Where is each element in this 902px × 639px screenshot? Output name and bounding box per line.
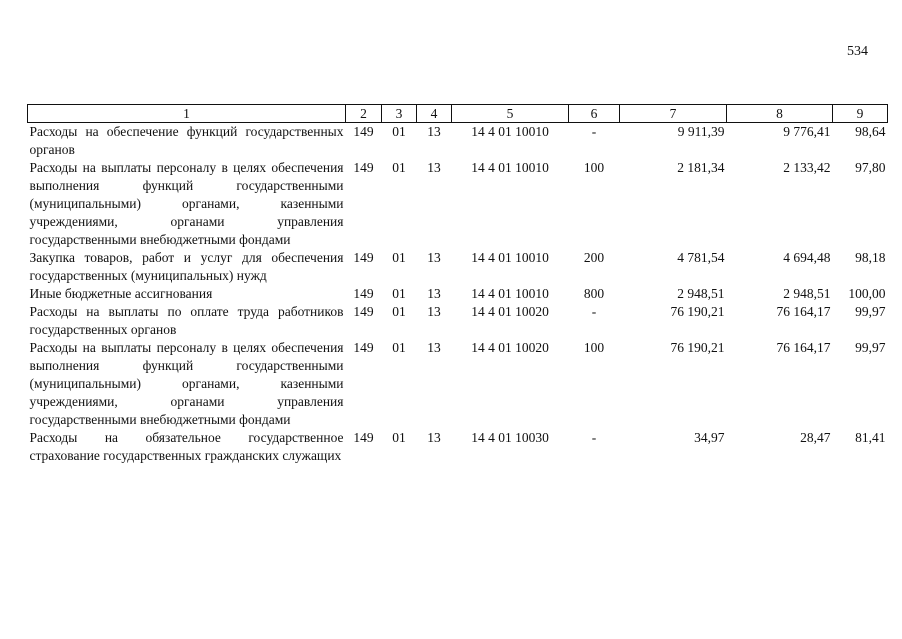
row-value-8: 76 164,17	[776, 340, 831, 355]
header-col-2: 2	[346, 105, 382, 123]
row-value-8: 4 694,48	[783, 250, 831, 265]
table-row	[28, 429, 888, 465]
row-code-2: 149	[353, 250, 374, 265]
row-code-2: 149	[353, 160, 374, 175]
row-code-6: -	[591, 430, 597, 445]
row-value-7: 76 190,21	[670, 340, 725, 355]
row-code-4: 13	[427, 340, 441, 355]
row-value-8: 2 948,51	[783, 286, 831, 301]
row-code-5: 14 4 01 10020	[471, 340, 549, 355]
row-code-2: 149	[353, 304, 374, 319]
header-col-8: 8	[727, 105, 833, 123]
header-col-6: 6	[569, 105, 620, 123]
row-code-2: 149	[353, 340, 374, 355]
row-description: Иные бюджетные ассигнования	[29, 286, 213, 301]
page-number: 534	[847, 44, 868, 59]
row-value-9: 97,80	[855, 160, 886, 175]
row-value-9: 100,00	[848, 286, 886, 301]
header-col-3: 3	[382, 105, 417, 123]
row-code-4: 13	[427, 124, 441, 139]
row-value-7: 2 181,34	[677, 160, 725, 175]
row-code-4: 13	[427, 430, 441, 445]
row-code-3: 01	[392, 430, 406, 445]
row-code-2: 149	[353, 286, 374, 301]
row-code-5: 14 4 01 10010	[471, 124, 549, 139]
row-code-5: 14 4 01 10010	[471, 160, 549, 175]
row-value-9: 99,97	[855, 304, 886, 319]
row-value-7: 2 948,51	[677, 286, 725, 301]
table-body	[28, 123, 888, 466]
row-code-4: 13	[427, 286, 441, 301]
row-code-4: 13	[427, 250, 441, 265]
row-value-9: 98,64	[855, 124, 886, 139]
row-code-2: 149	[353, 124, 374, 139]
row-code-3: 01	[392, 124, 406, 139]
row-code-6: 200	[583, 250, 605, 265]
row-description: Расходы на обязательное государственное страхование государственных гражданских служащих	[29, 430, 344, 463]
header-col-7: 7	[620, 105, 727, 123]
row-code-6: -	[591, 304, 597, 319]
row-description: Расходы на обеспечение функций государственных органов	[29, 124, 344, 157]
header-col-9: 9	[833, 105, 888, 123]
table-row	[28, 339, 888, 429]
table-header	[28, 105, 888, 123]
row-description: Расходы на выплаты персоналу в целях обеспечения выполнения функций государственными (муниципальными) органами, казенными учреждениями, органами управления государственными внебюджетными фондами	[29, 340, 344, 427]
header-row	[28, 105, 888, 123]
row-code-6: 800	[583, 286, 605, 301]
row-value-7: 76 190,21	[670, 304, 725, 319]
row-value-7: 4 781,54	[677, 250, 725, 265]
row-code-3: 01	[392, 160, 406, 175]
row-code-3: 01	[392, 304, 406, 319]
row-description: Расходы на выплаты персоналу в целях обеспечения выполнения функций государственными (муниципальными) органами, казенными учреждениями, органами управления государственными внебюджетными фондами	[29, 160, 344, 247]
row-value-7: 9 911,39	[677, 124, 725, 139]
row-code-6: 100	[583, 340, 605, 355]
table-row	[28, 159, 888, 249]
row-code-3: 01	[392, 340, 406, 355]
header-col-5: 5	[452, 105, 569, 123]
row-value-9: 98,18	[855, 250, 886, 265]
row-code-2: 149	[353, 430, 374, 445]
row-code-5: 14 4 01 10010	[471, 286, 549, 301]
row-code-4: 13	[427, 160, 441, 175]
budget-table	[27, 104, 888, 465]
table-row	[28, 249, 888, 285]
table-row	[28, 303, 888, 339]
row-value-8: 2 133,42	[783, 160, 831, 175]
row-value-7: 34,97	[694, 430, 725, 445]
row-value-8: 76 164,17	[776, 304, 831, 319]
row-value-8: 28,47	[800, 430, 831, 445]
row-value-9: 81,41	[855, 430, 886, 445]
row-code-5: 14 4 01 10030	[471, 430, 549, 445]
row-code-6: 100	[583, 160, 605, 175]
row-code-3: 01	[392, 286, 406, 301]
row-value-8: 9 776,41	[783, 124, 831, 139]
header-col-4: 4	[417, 105, 452, 123]
row-value-9: 99,97	[855, 340, 886, 355]
table-row	[28, 285, 888, 303]
row-code-5: 14 4 01 10020	[471, 304, 549, 319]
row-description: Расходы на выплаты по оплате труда работников государственных органов	[29, 304, 344, 337]
row-code-6: -	[591, 124, 597, 139]
row-code-5: 14 4 01 10010	[471, 250, 549, 265]
row-code-4: 13	[427, 304, 441, 319]
row-description: Закупка товаров, работ и услуг для обеспечения государственных (муниципальных) нужд	[29, 250, 344, 283]
header-col-1: 1	[28, 105, 346, 123]
table-row	[28, 123, 888, 160]
row-code-3: 01	[392, 250, 406, 265]
